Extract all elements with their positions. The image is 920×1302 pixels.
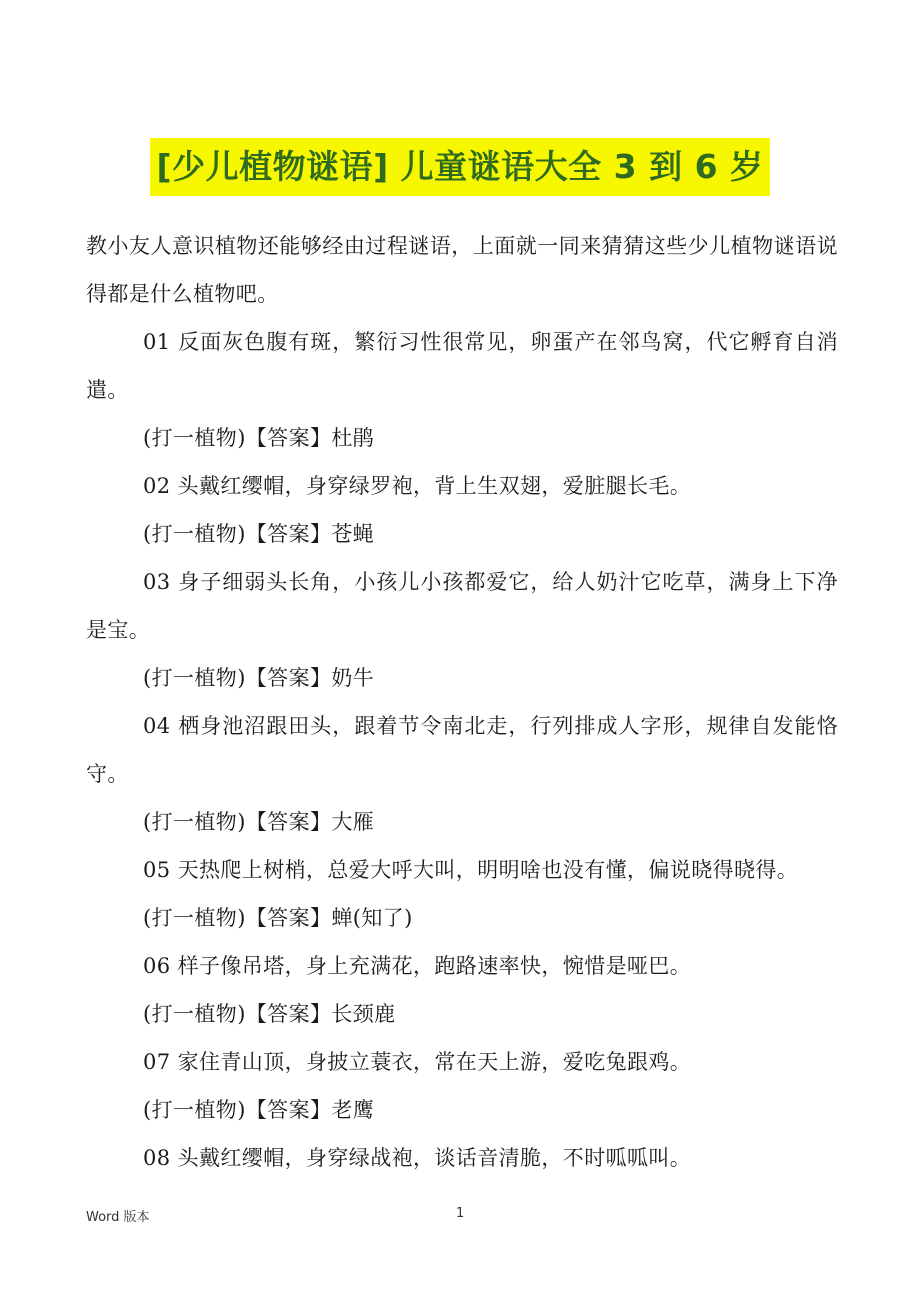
riddle-answer-4: (打一植物)【答案】大雁 <box>143 810 375 834</box>
riddle-question-6: 06 样子像吊塔，身上充满花，跑路速率快，惋惜是哑巴。 <box>143 954 692 978</box>
intro-paragraph: 教小友人意识植物还能够经由过程谜语，上面就一同来猜猜这些少儿植物谜语说得都是什么植物吧。 <box>86 234 838 306</box>
footer-label: Word 版本 <box>86 1210 150 1225</box>
riddle-question-5: 05 天热爬上树梢，总爱大呼大叫，明明啥也没有懂，偏说晓得晓得。 <box>143 858 799 882</box>
riddle-answer-7: (打一植物)【答案】老鹰 <box>143 1098 375 1122</box>
page-number: 1 <box>456 1206 465 1221</box>
title-wrapper <box>0 138 920 196</box>
riddle-answer-3: (打一植物)【答案】奶牛 <box>143 666 375 690</box>
page-title: [少儿植物谜语] 儿童谜语大全 3 到 6 岁 <box>150 138 769 196</box>
riddle-question-4: 04 栖身池沼跟田头，跟着节令南北走，行列排成人字形，规律自发能恪守。 <box>86 714 838 786</box>
riddle-question-8: 08 头戴红缨帽，身穿绿战袍，谈话音清脆，不时呱呱叫。 <box>143 1146 692 1170</box>
riddle-answer-2: (打一植物)【答案】苍蝇 <box>143 522 375 546</box>
riddle-question-1: 01 反面灰色腹有斑，繁衍习性很常见，卵蛋产在邻鸟窝，代它孵育自消遣。 <box>86 330 838 402</box>
riddle-question-2: 02 头戴红缨帽，身穿绿罗袍，背上生双翅，爱脏腿长毛。 <box>143 474 692 498</box>
riddle-answer-1: (打一植物)【答案】杜鹃 <box>143 426 375 450</box>
document-body <box>86 222 838 1182</box>
riddle-question-7: 07 家住青山顶，身披立蓑衣，常在天上游，爱吃兔跟鸡。 <box>143 1050 692 1074</box>
riddle-answer-6: (打一植物)【答案】长颈鹿 <box>143 1002 396 1026</box>
riddle-answer-5: (打一植物)【答案】蝉(知了) <box>143 906 413 930</box>
riddle-question-3: 03 身子细弱头长角，小孩儿小孩都爱它，给人奶汁它吃草，满身上下净是宝。 <box>86 570 838 642</box>
